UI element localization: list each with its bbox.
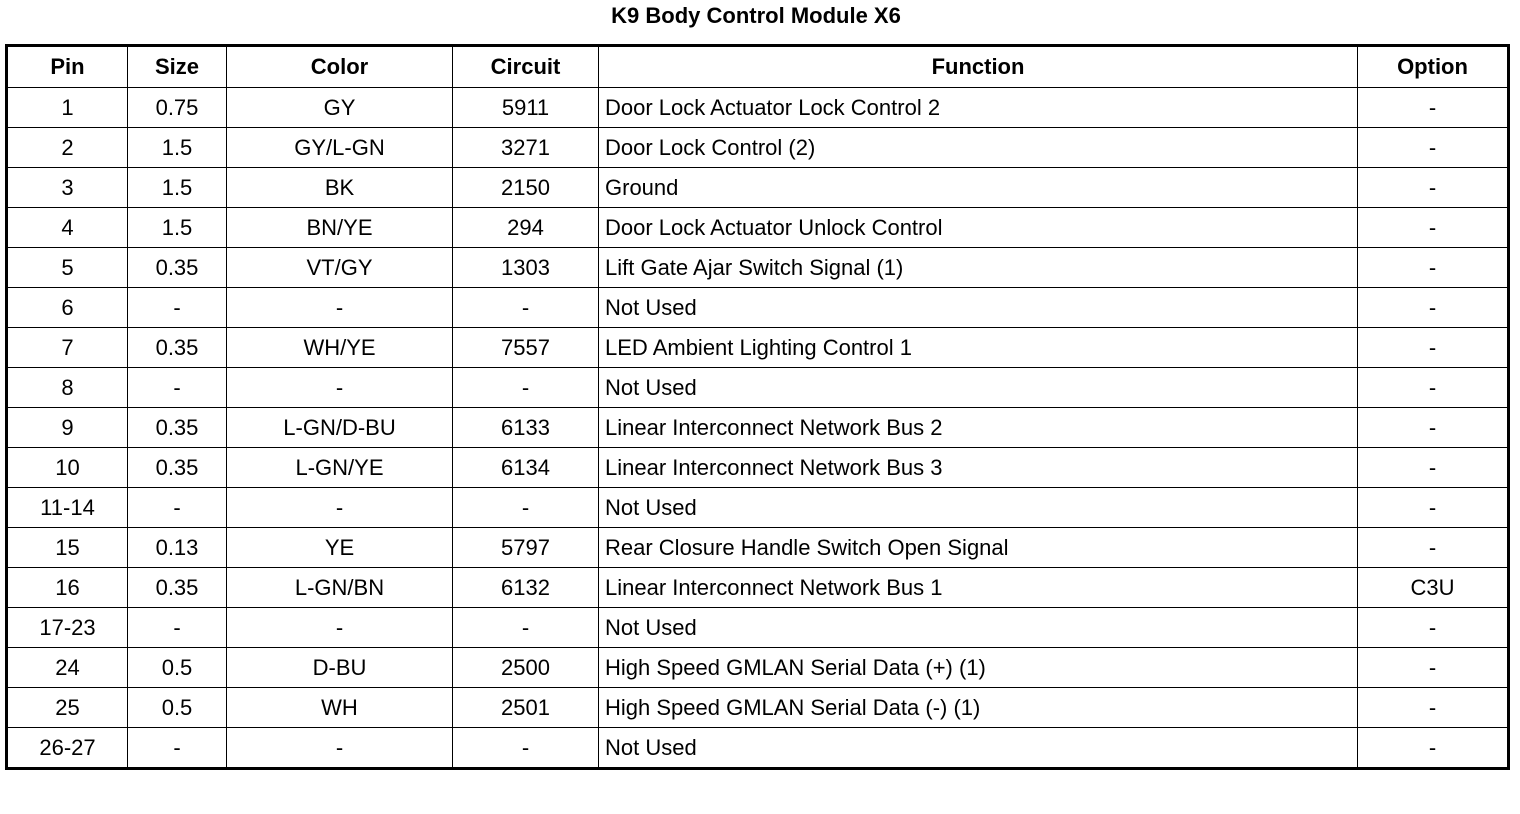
cell-pin: 15 [7,528,128,568]
cell-pin: 10 [7,448,128,488]
table-row [7,528,1509,568]
table-row [7,688,1509,728]
cell-color: BK [227,168,453,208]
cell-pin: 7 [7,328,128,368]
cell-circuit: 294 [453,208,599,248]
column-header-pin: Pin [7,46,128,88]
cell-pin: 17-23 [7,608,128,648]
cell-option: - [1358,608,1509,648]
table-body [7,88,1509,769]
cell-pin: 6 [7,288,128,328]
cell-circuit: 5797 [453,528,599,568]
table-row [7,328,1509,368]
cell-size: 0.35 [128,248,227,288]
cell-option: - [1358,648,1509,688]
cell-option: C3U [1358,568,1509,608]
cell-color: YE [227,528,453,568]
table-row [7,728,1509,769]
cell-function: Door Lock Actuator Lock Control 2 [599,88,1358,128]
cell-function: Door Lock Actuator Unlock Control [599,208,1358,248]
cell-size: - [128,488,227,528]
cell-option: - [1358,328,1509,368]
cell-size: 0.35 [128,328,227,368]
cell-circuit: - [453,488,599,528]
cell-size: 0.5 [128,688,227,728]
cell-function: Not Used [599,608,1358,648]
cell-pin: 4 [7,208,128,248]
cell-color: - [227,368,453,408]
cell-option: - [1358,288,1509,328]
table-row [7,448,1509,488]
column-header-function: Function [599,46,1358,88]
cell-color: VT/GY [227,248,453,288]
cell-circuit: 7557 [453,328,599,368]
cell-option: - [1358,448,1509,488]
cell-size: 0.35 [128,448,227,488]
cell-function: Not Used [599,288,1358,328]
cell-pin: 16 [7,568,128,608]
cell-function: Linear Interconnect Network Bus 3 [599,448,1358,488]
cell-circuit: - [453,368,599,408]
table-row [7,248,1509,288]
cell-function: Ground [599,168,1358,208]
cell-circuit: 6132 [453,568,599,608]
cell-circuit: 6134 [453,448,599,488]
table-row [7,408,1509,448]
cell-size: 0.75 [128,88,227,128]
cell-size: - [128,368,227,408]
cell-pin: 9 [7,408,128,448]
cell-size: 1.5 [128,168,227,208]
cell-size: - [128,608,227,648]
cell-circuit: - [453,728,599,769]
cell-color: - [227,488,453,528]
cell-option: - [1358,688,1509,728]
table-row [7,208,1509,248]
cell-color: L-GN/BN [227,568,453,608]
table-row [7,488,1509,528]
cell-circuit: 3271 [453,128,599,168]
column-header-color: Color [227,46,453,88]
cell-color: D-BU [227,648,453,688]
cell-pin: 2 [7,128,128,168]
cell-option: - [1358,248,1509,288]
cell-circuit: 5911 [453,88,599,128]
cell-function: Linear Interconnect Network Bus 2 [599,408,1358,448]
table-row [7,608,1509,648]
cell-function: High Speed GMLAN Serial Data (+) (1) [599,648,1358,688]
cell-color: GY [227,88,453,128]
column-header-circuit: Circuit [453,46,599,88]
cell-pin: 1 [7,88,128,128]
cell-option: - [1358,168,1509,208]
cell-function: Door Lock Control (2) [599,128,1358,168]
cell-circuit: - [453,288,599,328]
cell-option: - [1358,368,1509,408]
cell-function: Not Used [599,368,1358,408]
cell-option: - [1358,528,1509,568]
cell-function: Rear Closure Handle Switch Open Signal [599,528,1358,568]
cell-circuit: 2150 [453,168,599,208]
cell-color: GY/L-GN [227,128,453,168]
cell-pin: 26-27 [7,728,128,769]
cell-option: - [1358,208,1509,248]
cell-size: 1.5 [128,208,227,248]
cell-pin: 24 [7,648,128,688]
cell-size: 0.5 [128,648,227,688]
page-title: K9 Body Control Module X6 [611,3,901,28]
table-header-row [7,46,1509,88]
table-row [7,128,1509,168]
cell-function: High Speed GMLAN Serial Data (-) (1) [599,688,1358,728]
cell-color: - [227,728,453,769]
table-row [7,288,1509,328]
cell-function: Not Used [599,488,1358,528]
cell-function: Not Used [599,728,1358,769]
cell-option: - [1358,488,1509,528]
cell-pin: 8 [7,368,128,408]
cell-size: - [128,728,227,769]
cell-function: LED Ambient Lighting Control 1 [599,328,1358,368]
cell-color: L-GN/YE [227,448,453,488]
cell-circuit: 1303 [453,248,599,288]
connector-pinout-table [5,44,1510,770]
cell-option: - [1358,408,1509,448]
cell-option: - [1358,728,1509,769]
cell-pin: 3 [7,168,128,208]
cell-function: Linear Interconnect Network Bus 1 [599,568,1358,608]
cell-color: BN/YE [227,208,453,248]
cell-color: L-GN/D-BU [227,408,453,448]
cell-size: 1.5 [128,128,227,168]
cell-option: - [1358,88,1509,128]
cell-color: WH [227,688,453,728]
table-row [7,168,1509,208]
cell-size: 0.13 [128,528,227,568]
table-row [7,368,1509,408]
cell-color: - [227,608,453,648]
cell-size: 0.35 [128,408,227,448]
cell-pin: 11-14 [7,488,128,528]
cell-color: - [227,288,453,328]
column-header-option: Option [1358,46,1509,88]
cell-size: - [128,288,227,328]
cell-option: - [1358,128,1509,168]
column-header-size: Size [128,46,227,88]
table-row [7,568,1509,608]
cell-size: 0.35 [128,568,227,608]
cell-circuit: 2500 [453,648,599,688]
cell-function: Lift Gate Ajar Switch Signal (1) [599,248,1358,288]
cell-color: WH/YE [227,328,453,368]
cell-circuit: 6133 [453,408,599,448]
cell-pin: 25 [7,688,128,728]
table-row [7,88,1509,128]
table-row [7,648,1509,688]
cell-pin: 5 [7,248,128,288]
cell-circuit: - [453,608,599,648]
cell-circuit: 2501 [453,688,599,728]
